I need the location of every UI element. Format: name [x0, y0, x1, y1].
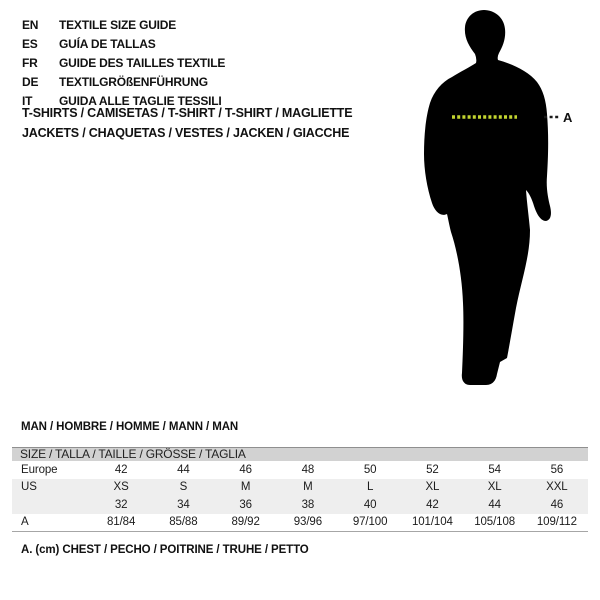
size-cell: 56 [550, 463, 564, 476]
size-cell: M [240, 481, 251, 494]
size-cell: XL [487, 481, 502, 494]
size-cell: 52 [426, 463, 439, 476]
measure-label-a: A [563, 110, 573, 125]
language-row-de [22, 72, 225, 91]
language-code: ES [22, 36, 38, 51]
language-label: TEXTILGRÖßENFÜHRUNG [59, 74, 208, 89]
size-cell: XL [425, 481, 440, 494]
size-cell: 93/96 [293, 516, 323, 529]
size-cell: 89/92 [231, 516, 260, 529]
language-code: DE [22, 74, 39, 89]
language-code: IT [22, 93, 33, 108]
size-cell: XS [113, 481, 129, 494]
size-cell: 38 [301, 498, 315, 511]
language-code: EN [22, 17, 39, 32]
size-cell: 50 [363, 463, 377, 476]
language-label: GUIDE DES TAILLES TEXTILE [59, 55, 226, 70]
size-cell: 101/104 [411, 516, 453, 529]
size-cell: L [366, 481, 374, 494]
table-row-europe [12, 461, 588, 479]
garment-categories [22, 103, 352, 143]
size-cell: 36 [239, 498, 252, 511]
language-row-es [22, 34, 225, 53]
size-cell: S [179, 481, 188, 494]
man-silhouette [420, 8, 580, 392]
size-cell: 44 [177, 463, 190, 476]
size-cell: 109/112 [536, 516, 577, 529]
row-label: A [21, 516, 29, 529]
section-title-man: MAN / HOMBRE / HOMME / MANN / MAN [21, 421, 239, 433]
language-row-en [22, 15, 225, 34]
language-label: GUÍA DE TALLAS [59, 36, 156, 51]
size-cell: 42 [114, 463, 128, 476]
size-cell: 54 [488, 463, 501, 476]
language-label: TEXTILE SIZE GUIDE [59, 17, 177, 32]
size-cell: M [303, 481, 313, 494]
language-list [22, 15, 225, 110]
category-tshirts: T-SHIRTS / CAMISETAS / T-SHIRT / T-SHIRT / MAGLIETTE [22, 106, 353, 120]
size-cell: 44 [488, 498, 501, 511]
size-cell: 85/88 [169, 516, 198, 529]
language-label: GUIDA ALLE TAGLIE TESSILI [59, 93, 222, 108]
size-cell: 105/108 [474, 516, 516, 529]
size-cell: 34 [177, 498, 190, 511]
size-cell: 46 [239, 463, 252, 476]
size-table-header: SIZE / TALLA / TAILLE / GRÖSSE / TAGLIA [12, 447, 588, 461]
size-cell: 42 [426, 498, 439, 511]
man-silhouette-graphic [420, 8, 580, 392]
size-cell: 48 [301, 463, 315, 476]
size-cell: 32 [114, 498, 128, 511]
size-cell: XXL [546, 481, 568, 494]
size-cell: 97/100 [352, 516, 388, 529]
size-cell: 46 [550, 498, 564, 511]
table-row-chest [12, 514, 588, 532]
category-jackets: JACKETS / CHAQUETAS / VESTES / JACKEN / GIACCHE [22, 126, 350, 140]
language-row-fr [22, 53, 225, 72]
size-table [12, 447, 588, 532]
language-code: FR [22, 55, 38, 70]
silhouette-shape [424, 10, 551, 385]
row-label: US [21, 481, 37, 494]
table-row-numeric [12, 496, 588, 514]
size-cell: 81/84 [106, 516, 136, 529]
measurement-footnote: A. (cm) CHEST / PECHO / POITRINE / TRUHE / PETTO [21, 544, 309, 556]
table-row-us [12, 479, 588, 497]
size-cell: 40 [363, 498, 377, 511]
row-label: Europe [21, 463, 58, 476]
